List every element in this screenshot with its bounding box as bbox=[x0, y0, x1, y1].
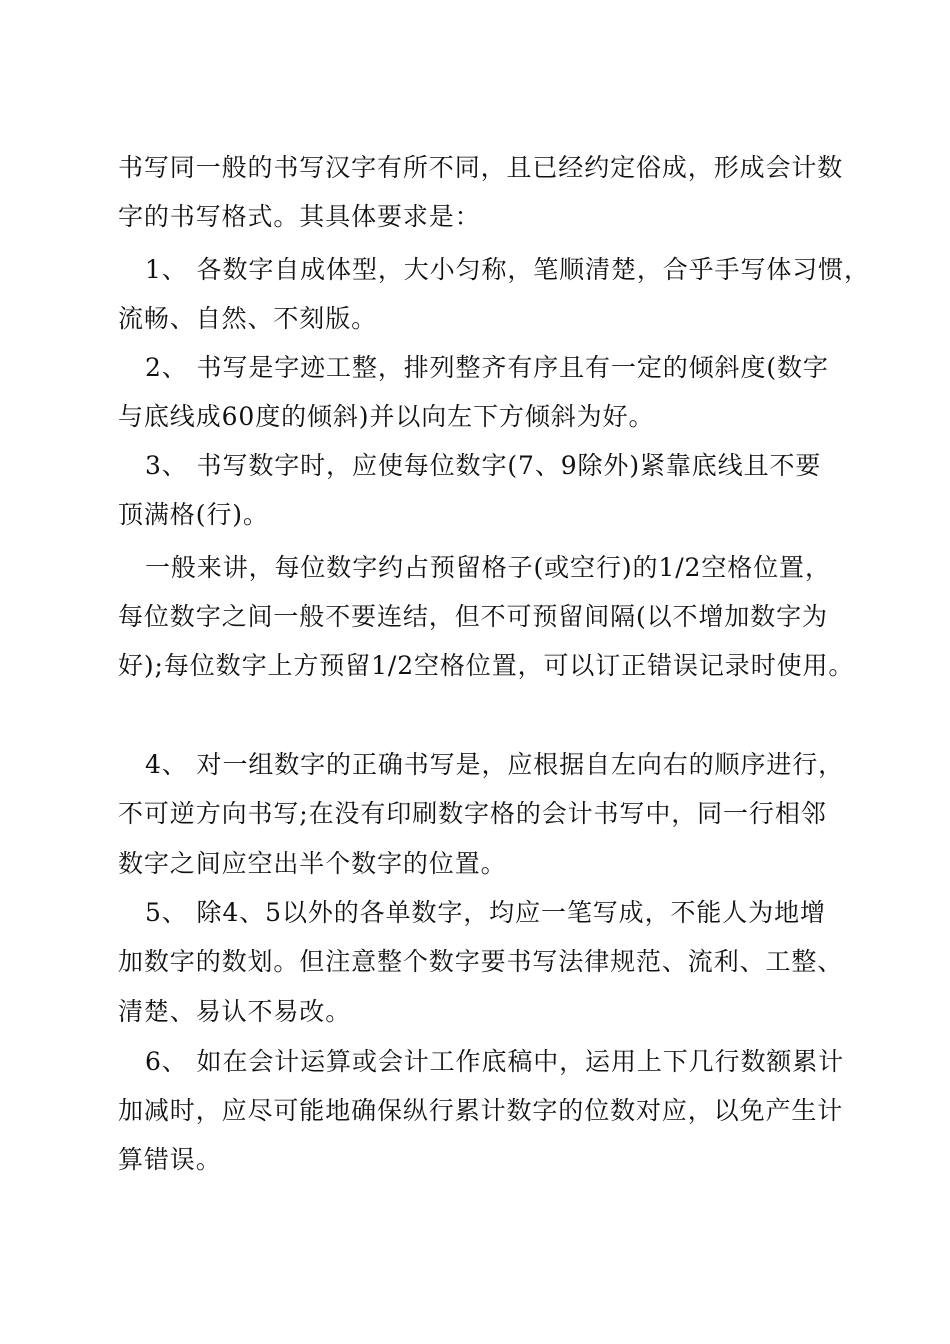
list-item-1-line: 1、 各数字自成体型，大小匀称，笔顺清楚，合乎手写体习惯， bbox=[145, 255, 870, 284]
paragraph-line: 不可逆方向书写;在没有印刷数字格的会计书写中，同一行相邻 bbox=[118, 799, 827, 828]
paragraph-line: 加减时，应尽可能地确保纵行累计数字的位数对应，以免产生计 bbox=[118, 1096, 844, 1125]
list-item-6-line: 6、 如在会计运算或会计工作底稿中，运用上下几行数额累计 bbox=[145, 1047, 845, 1076]
paragraph-line: 流畅、自然、不刻版。 bbox=[118, 304, 378, 333]
paragraph-line: 好);每位数字上方预留1/2空格位置，可以订正错误记录时使用。 bbox=[118, 651, 855, 680]
list-item-4-line: 4、 对一组数字的正确书写是，应根据自左向右的顺序进行， bbox=[145, 750, 845, 779]
paragraph-line: 字的书写格式。其具体要求是： bbox=[118, 202, 481, 231]
paragraph-line: 一般来讲，每位数字约占预留格子(或空行)的1/2空格位置， bbox=[145, 553, 831, 582]
list-item-2-line: 2、 书写是字迹工整，排列整齐有序且有一定的倾斜度(数字 bbox=[145, 353, 829, 382]
paragraph-line: 每位数字之间一般不要连结，但不可预留间隔(以不增加数字为 bbox=[118, 602, 828, 631]
list-item-5-line: 5、 除4、5以外的各单数字，均应一笔写成，不能人为地增 bbox=[145, 898, 826, 927]
paragraph-line: 数字之间应空出半个数字的位置。 bbox=[118, 849, 507, 878]
paragraph-line: 书写同一般的书写汉字有所不同，且已经约定俗成，形成会计数 bbox=[118, 153, 844, 182]
paragraph-line: 算错误。 bbox=[118, 1145, 222, 1174]
paragraph-line: 加数字的数划。但注意整个数字要书写法律规范、流利、工整、 bbox=[118, 947, 844, 976]
paragraph-line: 与底线成60度的倾斜)并以向左下方倾斜为好。 bbox=[118, 402, 655, 431]
list-item-3-line: 3、 书写数字时，应使每位数字(7、9除外)紧靠底线且不要 bbox=[145, 451, 822, 480]
paragraph-line: 清楚、易认不易改。 bbox=[118, 997, 352, 1026]
paragraph-line: 顶满格(行)。 bbox=[118, 500, 269, 529]
